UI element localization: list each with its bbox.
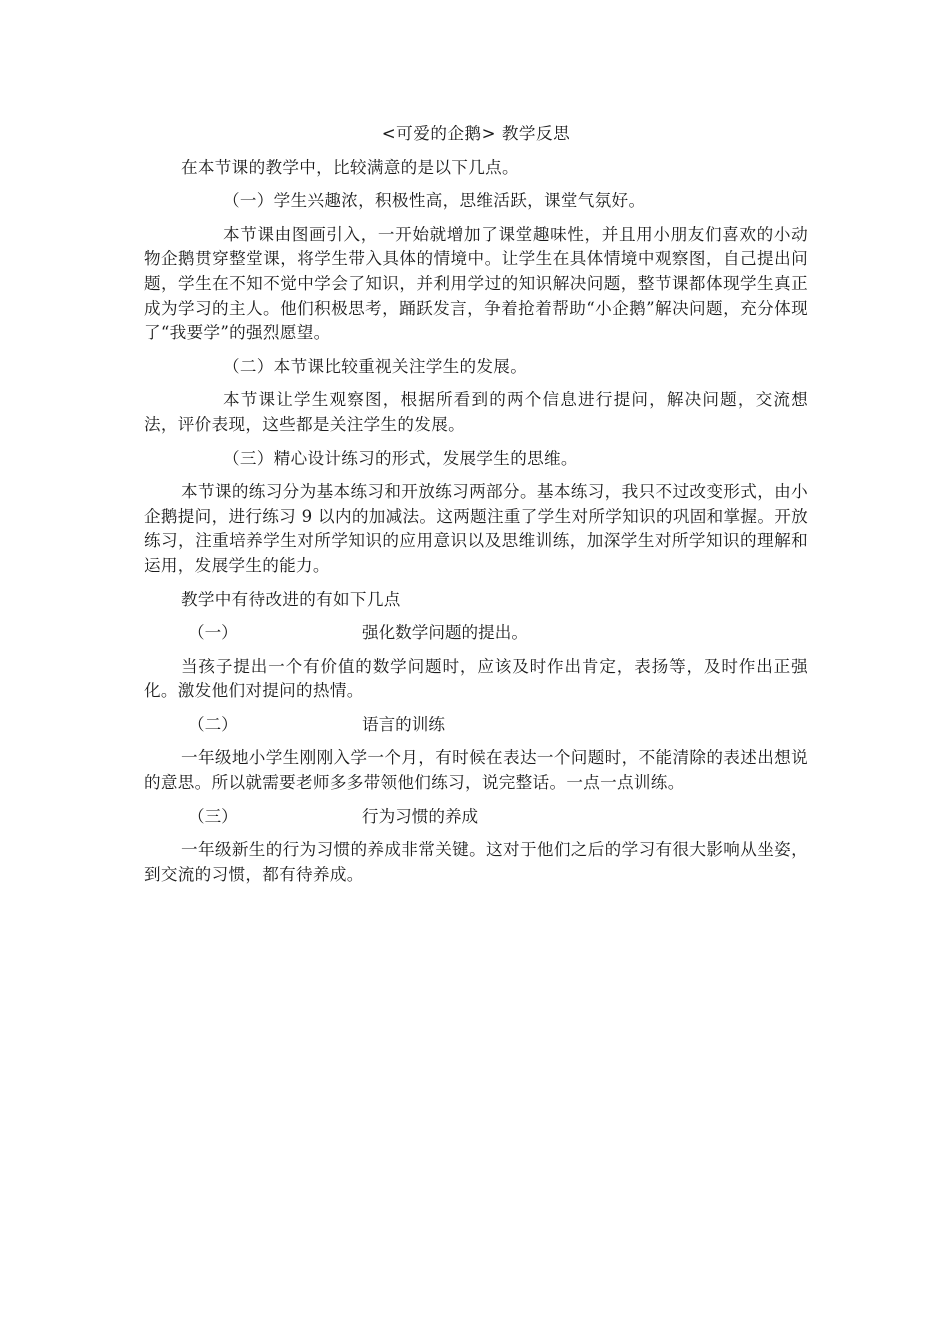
improve-point-2-number: （二） xyxy=(188,714,238,734)
good-point-3-body: 本节课的练习分为基本练习和开放练习两部分。基本练习，我只不过改变形式，由小企鹅提问，进行练习 9 以内的加减法。这两题注重了学生对所学知识的巩固和掌握。开放练习，注重培养学生对所学知识的应用意识以及思维训练，加深学生对所学知识的理解和运用，发展学生的能力。 xyxy=(144,482,808,575)
improve-point-3-heading: 行为习惯的养成 xyxy=(362,806,479,826)
good-point-3-heading: （三）精心设计练习的形式，发展学生的思维。 xyxy=(223,448,578,468)
improve-point-3-body: 一年级新生的行为习惯的养成非常关键。这对于他们之后的学习有很大影响从坐姿，到交流的习惯，都有待养成。 xyxy=(144,840,808,884)
improve-point-1-number: （一） xyxy=(188,623,238,643)
improve-point-1-heading: 强化数学问题的提出。 xyxy=(362,623,528,643)
good-point-2-body: 本节课让学生观察图，根据所看到的两个信息进行提问，解决问题，交流想法，评价表现，这些都是关注学生的发展。 xyxy=(144,390,808,434)
improve-point-2-body: 一年级地小学生刚刚入学一个月，有时候在表达一个问题时，不能清除的表述出想说的意思。所以就需要老师多多带领他们练习，说完整话。一点一点训练。 xyxy=(144,748,808,793)
improve-point-3-heading-row xyxy=(144,805,808,830)
improve-point-1-body: 当孩子提出一个有价值的数学问题时，应该及时作出肯定，表扬等，及时作出正强化。激发他们对提问的热情。 xyxy=(144,656,808,701)
good-point-2-heading: （二）本节课比较重视关注学生的发展。 xyxy=(223,356,528,376)
good-point-1-heading: （一）学生兴趣浓，积极性高，思维活跃，课堂气氛好。 xyxy=(223,191,646,211)
document-title: <可爱的企鹅> 教学反思 xyxy=(381,124,571,143)
improve-point-1-heading-row xyxy=(144,621,808,646)
improve-point-2-heading: 语言的训练 xyxy=(362,714,445,734)
intro-paragraph: 在本节课的教学中，比较满意的是以下几点。 xyxy=(181,157,519,177)
improve-intro-paragraph: 教学中有待改进的有如下几点 xyxy=(181,589,401,609)
improve-point-3-number: （三） xyxy=(188,806,238,826)
good-point-1-body: 本节课由图画引入，一开始就增加了课堂趣味性，并且用小朋友们喜欢的小动物企鹅贯穿整堂课，将学生带入具体的情境中。让学生在具体情境中观察图，自己提出问题，学生在不知不觉中学会了知识，并利用学过的知识解决问题，整节课都体现学生真正成为学习的主人。他们积极思考，踊跃发言，争着抢着帮助“小企鹅”解决问题，充分体现了“我要学”的强烈愿望。 xyxy=(144,224,808,343)
improve-point-2-heading-row xyxy=(144,713,808,738)
document-body xyxy=(144,122,808,896)
